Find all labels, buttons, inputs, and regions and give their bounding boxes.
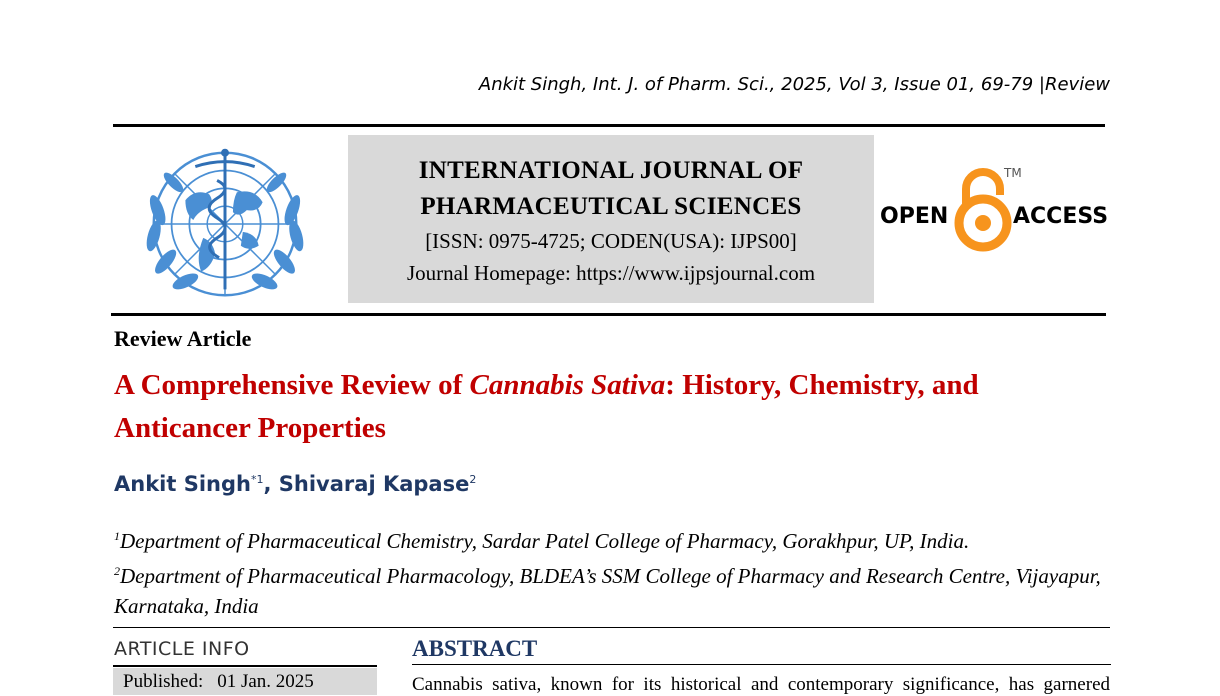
article-type: Review Article [114,326,252,351]
journal-masthead [348,135,874,303]
affiliation-1-mark: 1 [114,529,120,543]
affiliation-1-text: Department of Pharmaceutical Chemistry, Sardar Patel College of Pharmacy, Gorakhpur, UP, India. [120,529,970,553]
journal-name-line2: PHARMACEUTICAL SCIENCES [420,193,802,220]
article-info-rule [113,665,377,667]
abstract-first-line: Cannabis sativa, known for its historical and contemporary significance, has garnered [412,674,1110,695]
author-1-affil-mark: *1 [250,473,264,486]
abstract-heading: ABSTRACT [412,636,538,661]
open-access-tm: TM [1004,166,1022,180]
article-info-heading: ARTICLE INFO [114,638,250,660]
section-divider [113,627,1110,628]
open-padlock-icon [959,172,1007,247]
article-title [114,364,1104,450]
journal-homepage[interactable]: Journal Homepage: https://www.ijpsjournal.com [406,261,816,285]
author-separator: , [263,472,279,496]
open-access-word-access: ACCESS [1013,204,1108,229]
abstract-rule [412,664,1111,665]
published-label: Published: [123,671,204,692]
affiliation-2 [114,556,1114,621]
header-bottom-rule [111,313,1106,316]
author-2-affil-mark: 2 [469,473,477,486]
journal-issn: [ISSN: 0975-4725; CODEN(USA): IJPS00] [425,229,797,253]
affiliation-1 [114,521,1114,556]
affiliation-2-text: Department of Pharmaceutical Pharmacology, BLDEA’s SSM College of Pharmacy and Research Centre, Vijayapur, Karnataka, India [114,564,1101,618]
published-date: 01 Jan. 2025 [217,671,314,692]
author-name-2[interactable]: Shivaraj Kapase [278,472,470,496]
running-head: Ankit Singh, Int. J. of Pharm. Sci., 2025, Vol 3, Issue 01, 69-79 |Review [478,74,1110,95]
un-emblem-icon [126,140,324,305]
affiliation-2-mark: 2 [114,564,120,578]
article-title-species: Cannabis Sativa [469,369,666,401]
affiliations [114,521,1114,621]
journal-name-line1: INTERNATIONAL JOURNAL OF [418,157,804,184]
published-row [113,668,377,695]
article-title-part2: : History, Chemistry, and Anticancer Properties [114,369,979,444]
article-title-part1: A Comprehensive Review of [114,369,470,401]
author-list [114,472,476,496]
open-access-word-open: OPEN [880,204,949,229]
open-access-logo [880,165,1108,255]
author-name-1[interactable]: Ankit Singh [114,472,251,496]
header-top-rule [113,124,1105,127]
